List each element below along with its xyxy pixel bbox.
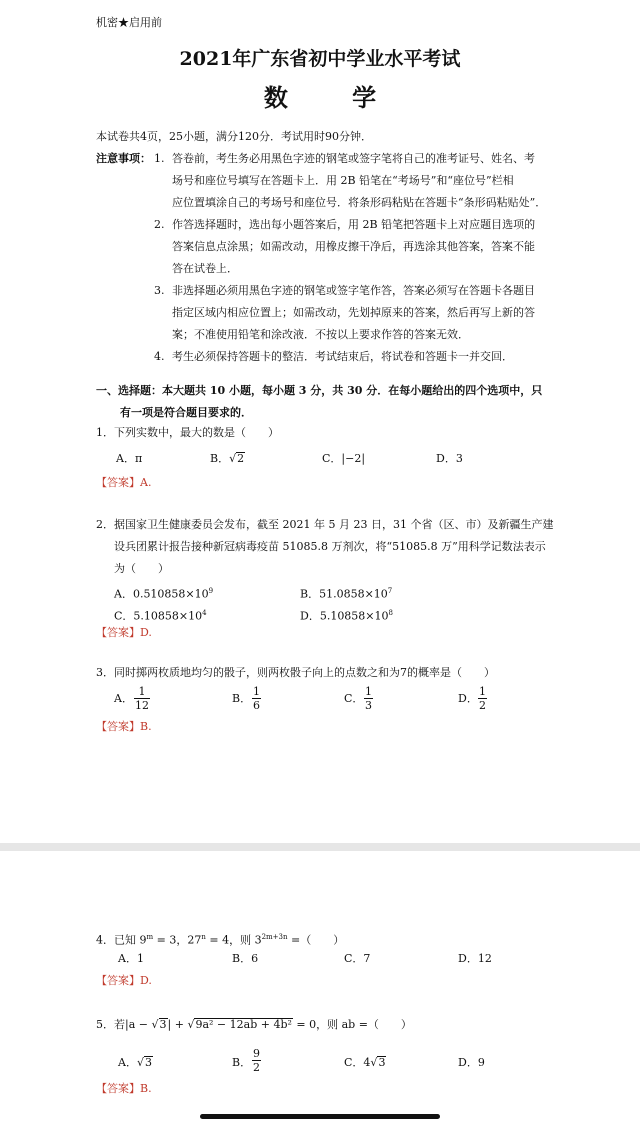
q3-option-d-fraction bbox=[478, 685, 487, 712]
q5-answer: 【答案】B. bbox=[96, 1082, 152, 1095]
abs-bar-right: | bbox=[167, 1018, 172, 1031]
q3-option-c-label: C． bbox=[344, 692, 364, 705]
q2-option-a-text: A．0.510858×10 bbox=[114, 587, 209, 601]
note-1-line-3: 应位置填涂自己的考场号和座位号．将条形码粘贴在答题卡“条形码粘贴处”． bbox=[172, 196, 547, 209]
q2-option-d bbox=[300, 602, 393, 628]
q2-option-c-exp: 4 bbox=[202, 609, 207, 617]
q1-option-d: D．3 bbox=[436, 452, 463, 465]
q5-option-d: D．9 bbox=[458, 1056, 485, 1069]
q3-stem: 3．同时掷两枚质地均匀的骰子，则两枚骰子向上的点数之和为7的概率是（ ） bbox=[96, 666, 495, 679]
q3-option-c-fraction bbox=[364, 685, 373, 712]
q5-option-c-radicand: 3 bbox=[378, 1056, 386, 1069]
q2-option-b-text: B．51.0858×10 bbox=[300, 587, 388, 601]
q4-answer: 【答案】D. bbox=[96, 974, 152, 987]
q4-exp-2m3n: 2m+3n bbox=[261, 933, 288, 941]
section-heading-line-2: 有一项是符合题目要求的． bbox=[120, 406, 252, 419]
subject-title: 数 学 bbox=[263, 83, 405, 112]
notes-label: 注意事项： bbox=[96, 152, 151, 165]
note-2-line-1: 作答选择题时，选出每小题答案后，用 2B 铅笔把答题卡上对应题目选项的 bbox=[172, 218, 536, 231]
q5-stem-prefix: 5．若 bbox=[96, 1018, 125, 1031]
q1-option-b-label: B． bbox=[210, 452, 230, 465]
q4-stem-part-4: =（ ） bbox=[287, 933, 345, 947]
sqrt-sign: √ bbox=[151, 1018, 159, 1031]
q3-option-d-label: D． bbox=[458, 692, 478, 705]
q1-option-a: A．π bbox=[116, 452, 143, 465]
q3-option-c-num: 1 bbox=[365, 685, 372, 698]
note-3-line-2: 指定区域内相应位置上；如需改动，先划掉原来的答案，然后再写上新的答 bbox=[172, 306, 535, 319]
q2-option-a-exp: 9 bbox=[208, 587, 214, 595]
sqrt-sign: √ bbox=[136, 1056, 144, 1069]
q1-stem: 1．下列实数中，最大的数是（ ） bbox=[96, 426, 279, 439]
sqrt-sign: √ bbox=[370, 1056, 378, 1069]
section-heading-line-1: 一、选择题：本大题共 10 小题，每小题 3 分，共 30 分．在每小题给出的四个选项中，只 bbox=[96, 384, 543, 397]
q2-option-d-text: D．5.10858×10 bbox=[300, 609, 389, 623]
q4-stem-part-3: = 4，则 3 bbox=[205, 933, 262, 947]
q5-option-a-radicand: 3 bbox=[144, 1056, 152, 1069]
q3-answer: 【答案】B. bbox=[96, 720, 152, 733]
abs-bar-left: | bbox=[125, 1018, 129, 1031]
q3-option-a-fraction bbox=[134, 685, 150, 712]
q4-option-a: A．1 bbox=[118, 952, 144, 965]
q3-option-b-label: B． bbox=[232, 692, 252, 705]
q5-abs-term: a − bbox=[128, 1018, 152, 1031]
exam-title: 2021年广东省初中学业水平考试 bbox=[179, 48, 461, 70]
q1-option-c bbox=[322, 448, 365, 470]
q1-option-b bbox=[210, 448, 245, 470]
q4-exp-n: n bbox=[201, 933, 206, 941]
q5-option-c bbox=[344, 1052, 386, 1074]
page-separator bbox=[0, 843, 640, 851]
note-4-line-1: 考生必须保持答题卡的整洁．考试结束后，将试卷和答题卡一并交回． bbox=[172, 350, 513, 363]
q3-option-b-den: 6 bbox=[253, 699, 260, 712]
q1-option-c-value: |−2| bbox=[341, 452, 366, 465]
q5-option-a-label: A． bbox=[118, 1056, 137, 1069]
q3-option-d-den: 2 bbox=[479, 699, 486, 712]
note-4-num: 4. bbox=[154, 350, 165, 363]
q3-option-d-num: 1 bbox=[479, 685, 486, 698]
q5-plus: + bbox=[171, 1018, 188, 1031]
sqrt-sign: √ bbox=[187, 1018, 195, 1031]
note-3-num: 3. bbox=[154, 284, 165, 297]
q3-option-b-num: 1 bbox=[253, 685, 260, 698]
q3-option-a-den: 12 bbox=[135, 699, 149, 712]
q2-line-3: 为（ ） bbox=[114, 562, 169, 575]
q4-option-d: D．12 bbox=[458, 952, 492, 965]
q3-option-c-den: 3 bbox=[365, 699, 372, 712]
q1-option-c-label: C． bbox=[322, 452, 342, 465]
q3-option-b-fraction bbox=[252, 685, 261, 712]
note-2-line-2: 答案信息点涂黑；如需改动，用橡皮擦干净后，再选涂其他答案，答案不能 bbox=[172, 240, 535, 253]
q4-exp-m: m bbox=[146, 933, 154, 941]
confidential-label: 机密★启用前 bbox=[96, 16, 162, 29]
note-2-line-3: 答在试卷上． bbox=[172, 262, 238, 275]
q4-option-c: C．7 bbox=[344, 952, 371, 965]
note-3-line-1: 非选择题必须用黑色字迹的钢笔或签字笔作答，答案必须写在答题卡各题目 bbox=[172, 284, 535, 297]
home-indicator[interactable] bbox=[200, 1114, 440, 1119]
note-1-num: 1. bbox=[154, 152, 165, 165]
q2-answer: 【答案】D. bbox=[96, 626, 152, 639]
sqrt-sign: √ bbox=[229, 452, 237, 465]
note-1-line-2: 场号和座位号填写在答题卡上．用 2B 铅笔在“考场号”和“座位号”栏相 bbox=[172, 174, 514, 187]
q2-line-2: 设兵团累计报告接种新冠病毒疫苗 51085.8 万剂次，将“51085.8 万”用科学记数法表示 bbox=[114, 540, 546, 553]
q2-line-1: 2．据国家卫生健康委员会发布，截至 2021 年 5 月 23 日，31 个省（区、市）及新疆生产建 bbox=[96, 518, 554, 531]
q3-option-a-label: A． bbox=[114, 692, 133, 705]
note-3-line-3: 案；不准使用铅笔和涂改液．不按以上要求作答的答案无效． bbox=[172, 328, 469, 341]
q2-option-d-exp: 8 bbox=[388, 609, 393, 617]
q5-stem-suffix: = 0，则 ab =（ ） bbox=[292, 1018, 412, 1031]
q1-answer: 【答案】A. bbox=[96, 476, 152, 489]
note-1-line-1: 答卷前，考生务必用黑色字迹的钢笔或签字笔将自己的准考证号、姓名、考 bbox=[172, 152, 535, 165]
q5-option-b-den: 2 bbox=[253, 1061, 260, 1074]
q5-stem bbox=[96, 1014, 412, 1036]
q1-option-b-radicand: 2 bbox=[237, 452, 245, 465]
q5-option-b-fraction bbox=[252, 1047, 261, 1074]
q2-option-c-text: C．5.10858×10 bbox=[114, 609, 203, 623]
q5-option-b-label: B． bbox=[232, 1056, 252, 1069]
intro-text: 本试卷共4页，25小题，满分120分．考试用时90分钟． bbox=[96, 130, 372, 143]
note-2-num: 2. bbox=[154, 218, 165, 231]
q5-radical-expression: 9a² − 12ab + 4b² bbox=[195, 1018, 292, 1031]
q4-option-b: B．6 bbox=[232, 952, 259, 965]
q5-abs-radicand: 3 bbox=[159, 1018, 167, 1031]
q5-option-b-num: 9 bbox=[253, 1047, 260, 1060]
q4-stem-part-2: = 3，27 bbox=[153, 933, 202, 947]
q3-option-a-num: 1 bbox=[134, 685, 150, 699]
q2-option-b-exp: 7 bbox=[387, 587, 393, 595]
q4-stem-part-1: 4．已知 9 bbox=[96, 933, 147, 947]
q5-option-a bbox=[118, 1052, 153, 1074]
q5-option-c-label: C．4 bbox=[344, 1056, 371, 1069]
